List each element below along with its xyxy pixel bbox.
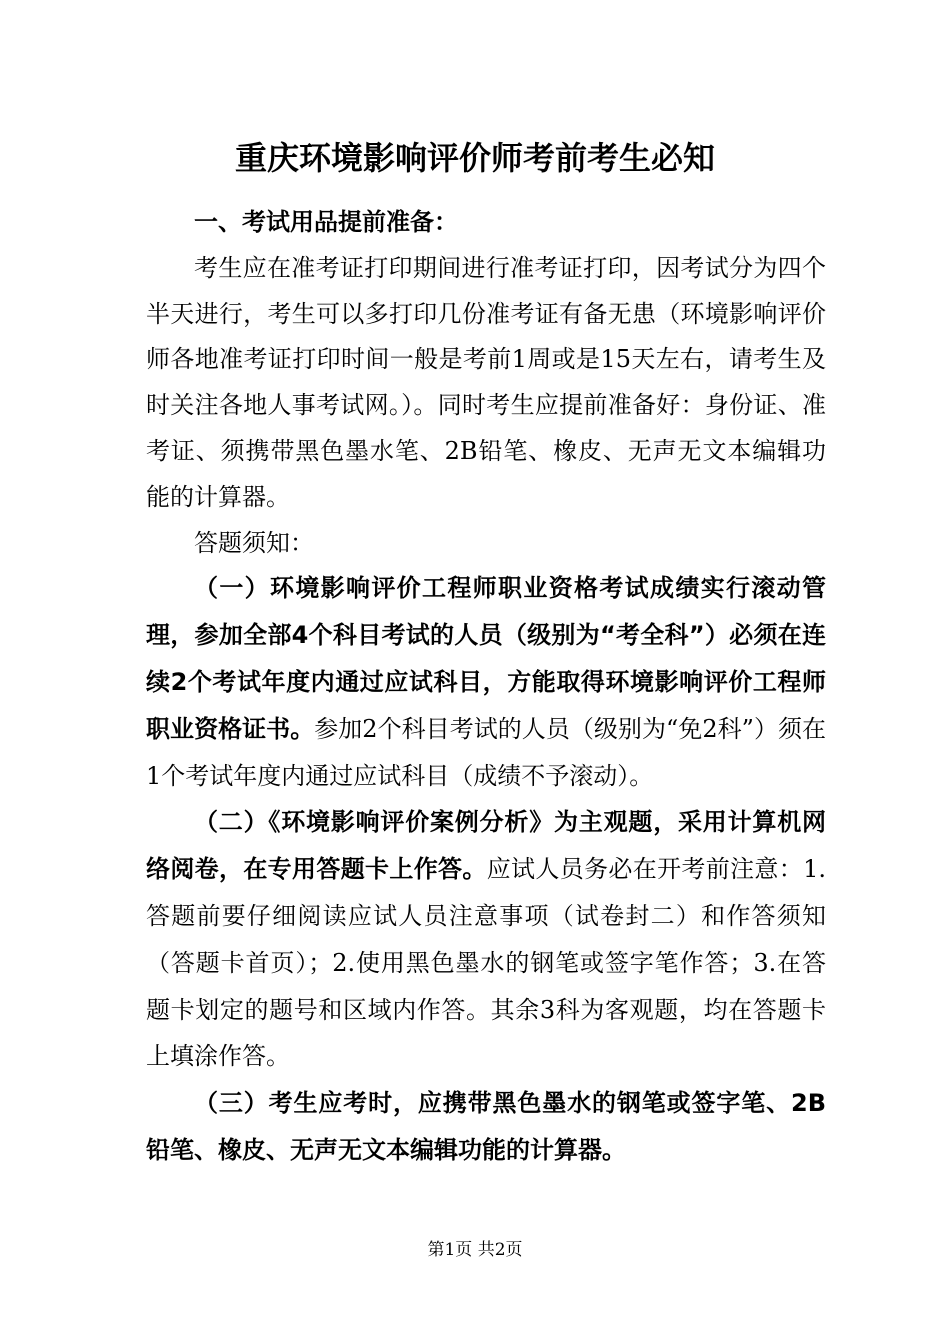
notice-item-2-text: 应试人员务必在开考前注意：1.答题前要仔细阅读应试人员注意事项（试卷封二）和作答须知（答题卡首页）；2.使用黑色墨水的钢笔或签字笔作答；3.在答题卡划定的题号和区域内作答。其余3科为客观题，均在答题卡上填涂作答。: [146, 855, 826, 1071]
notice-item-3-emphasis: （三）考生应考时，应携带黑色墨水的钢笔或签字笔、2B铅笔、橡皮、无声无文本编辑功能的计算器。: [146, 1089, 826, 1164]
document-body: [146, 200, 826, 1175]
notice-item-1-text: 参加2个科目考试的人员（级别为“免2科”）须在1个考试年度内通过应试科目（成绩不予滚动）。: [146, 714, 827, 790]
section1-heading: 一、考试用品提前准备：: [194, 208, 458, 236]
page-footer: 第1页 共2页: [427, 1240, 523, 1260]
notice-item-3: [146, 1081, 826, 1175]
notice-item-2: [146, 800, 826, 1081]
notice-item-1-emphasis: （一）环境影响评价工程师职业资格考试成绩实行滚动管理，参加全部4个科目考试的人员（级别为“考全科”）必须在连续2个考试年度内通过应试科目，方能取得环境影响评价工程师职业资格证书。: [146, 574, 826, 743]
document-title: 重庆环境影响评价师考前考生必知: [234, 139, 715, 177]
notice-heading: 答题须知：: [194, 528, 314, 557]
notice-item-2-emphasis: （二）《环境影响评价案例分析》为主观题，采用计算机网络阅卷，在专用答题卡上作答。: [146, 808, 826, 884]
notice-item-1: [146, 566, 826, 800]
section1-paragraph: 考生应在准考证打印期间进行准考证打印，因考试分为四个半天进行，考生可以多打印几份准考证有备无患（环境影响评价师各地准考证打印时间一般是考前1周或是15天左右，请考生及时关注各地人事考试网。）。同时考生应提前准备好：身份证、准考证、须携带黑色墨水笔、2B铅笔、橡皮、无声无文本编辑功能的计算器。: [146, 253, 826, 511]
